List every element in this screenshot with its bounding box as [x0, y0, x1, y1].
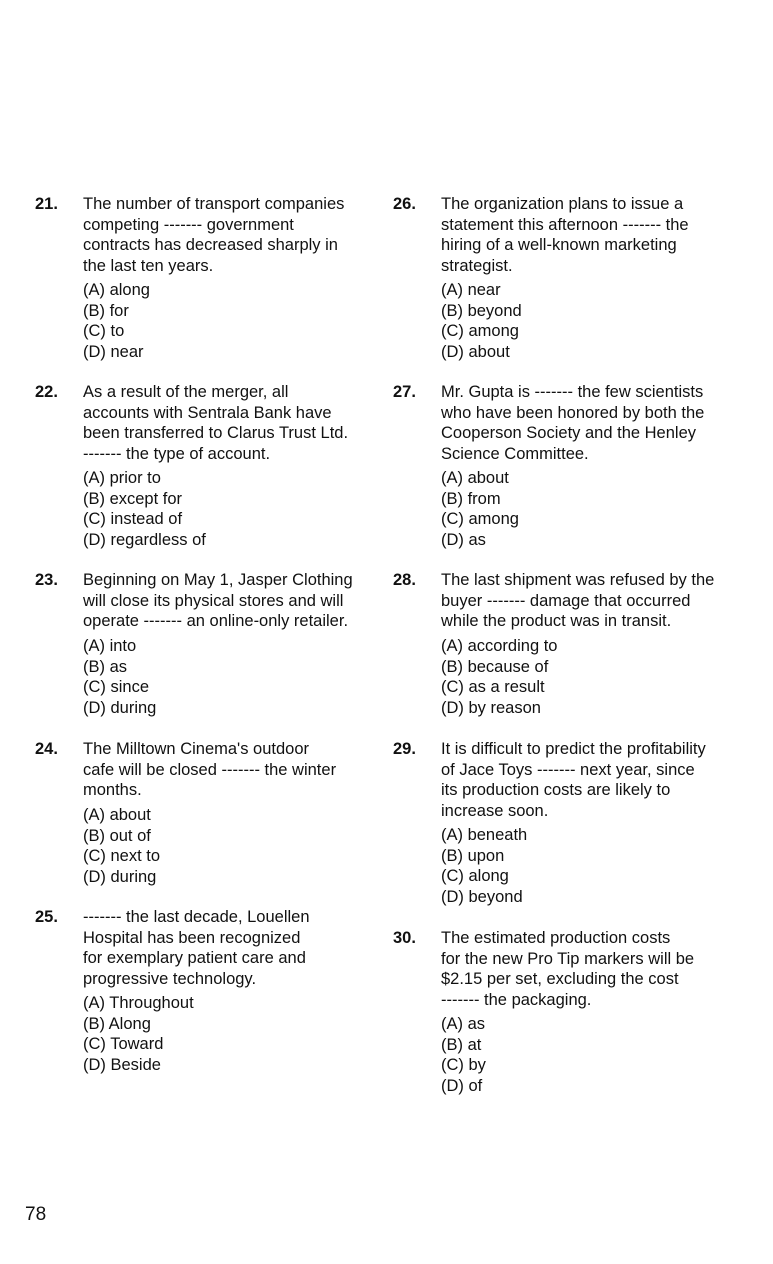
option-b[interactable]: (B) Along [83, 1014, 151, 1033]
question-stem: ------- the last decade, Louellen Hospital has been recognized for exemplary patient care and progressive technology. [83, 908, 310, 988]
option-c[interactable]: (C) among [441, 322, 519, 340]
question-number: 22. [35, 383, 58, 401]
page-number: 78 [25, 1204, 47, 1225]
question-stem: As a result of the merger, all accounts with Sentrala Bank have been transferred to Clarus Trust Ltd. ------- the type of account. [83, 383, 349, 463]
answer-options [441, 636, 557, 718]
answer-options [441, 468, 519, 550]
question-stem: It is difficult to predict the profitability of Jace Toys ------- next year, since its production costs are likely to increase soon. [441, 740, 706, 820]
option-a[interactable]: (A) as [441, 1015, 486, 1033]
option-b[interactable]: (B) except for [83, 489, 183, 508]
option-a[interactable]: (A) about [441, 469, 509, 487]
option-a[interactable]: (A) into [83, 637, 137, 655]
answer-options [83, 468, 206, 550]
option-c[interactable]: (C) since [83, 678, 150, 696]
question-number: 28. [393, 571, 416, 589]
option-d[interactable]: (D) near [83, 342, 144, 361]
option-a[interactable]: (A) about [83, 806, 151, 824]
option-c[interactable]: (C) to [83, 322, 125, 340]
option-b[interactable]: (B) at [441, 1035, 482, 1054]
question-number: 29. [393, 740, 416, 758]
option-a[interactable]: (A) along [83, 281, 150, 299]
question-stem: The estimated production costs for the new Pro Tip markers will be $2.15 per set, excluding the cost ------- the packaging. [441, 929, 695, 1009]
option-b[interactable]: (B) as [83, 657, 128, 676]
option-c[interactable]: (C) among [441, 510, 519, 528]
question-number: 24. [35, 740, 58, 758]
question-number: 25. [35, 908, 58, 926]
question-stem: The organization plans to issue a statement this afternoon ------- the hiring of a well-known marketing strategist. [441, 195, 689, 275]
answer-options [441, 1014, 486, 1096]
option-b[interactable]: (B) from [441, 489, 501, 508]
question-number: 26. [393, 195, 416, 213]
option-b[interactable]: (B) beyond [441, 301, 522, 320]
option-c[interactable]: (C) as a result [441, 678, 545, 696]
option-d[interactable]: (D) about [441, 342, 510, 361]
option-b[interactable]: (B) because of [441, 657, 549, 676]
option-d[interactable]: (D) as [441, 530, 486, 549]
option-c[interactable]: (C) by [441, 1056, 486, 1074]
option-d[interactable]: (D) regardless of [83, 530, 206, 549]
answer-options [83, 280, 150, 362]
option-c[interactable]: (C) along [441, 867, 509, 885]
answer-options [441, 825, 527, 907]
option-a[interactable]: (A) prior to [83, 469, 161, 487]
option-a[interactable]: (A) Throughout [83, 994, 194, 1012]
question-stem: Beginning on May 1, Jasper Clothing will close its physical stores and will operate ------- an online-only retailer. [83, 571, 353, 630]
option-b[interactable]: (B) out of [83, 826, 151, 845]
question-number: 30. [393, 929, 416, 947]
option-a[interactable]: (A) beneath [441, 826, 528, 844]
option-b[interactable]: (B) for [83, 301, 129, 320]
option-d[interactable]: (D) Beside [83, 1055, 161, 1074]
option-d[interactable]: (D) of [441, 1076, 483, 1095]
question-stem: The last shipment was refused by the buyer ------- damage that occurred while the product was in transit. [441, 571, 715, 630]
right-column [393, 0, 763, 1264]
left-column [35, 0, 380, 1264]
answer-options [83, 805, 160, 887]
answer-options [83, 993, 194, 1075]
option-d[interactable]: (D) during [83, 867, 157, 886]
option-d[interactable]: (D) by reason [441, 698, 541, 717]
question-stem: The number of transport companies competing ------- government contracts has decreased sharply in the last ten years. [83, 195, 345, 275]
option-b[interactable]: (B) upon [441, 846, 505, 865]
option-d[interactable]: (D) during [83, 698, 157, 717]
option-d[interactable]: (D) beyond [441, 887, 523, 906]
option-a[interactable]: (A) according to [441, 637, 558, 655]
question-number: 27. [393, 383, 416, 401]
option-c[interactable]: (C) Toward [83, 1035, 164, 1053]
question-number: 23. [35, 571, 58, 589]
option-c[interactable]: (C) next to [83, 847, 161, 865]
answer-options [441, 280, 522, 362]
question-stem: The Milltown Cinema's outdoor cafe will be closed ------- the winter months. [83, 740, 337, 799]
answer-options [83, 636, 156, 718]
option-c[interactable]: (C) instead of [83, 510, 183, 528]
question-stem: Mr. Gupta is ------- the few scientists who have been honored by both the Cooperson Society and the Henley Science Committee. [441, 383, 705, 463]
question-number: 21. [35, 195, 58, 213]
option-a[interactable]: (A) near [441, 281, 501, 299]
